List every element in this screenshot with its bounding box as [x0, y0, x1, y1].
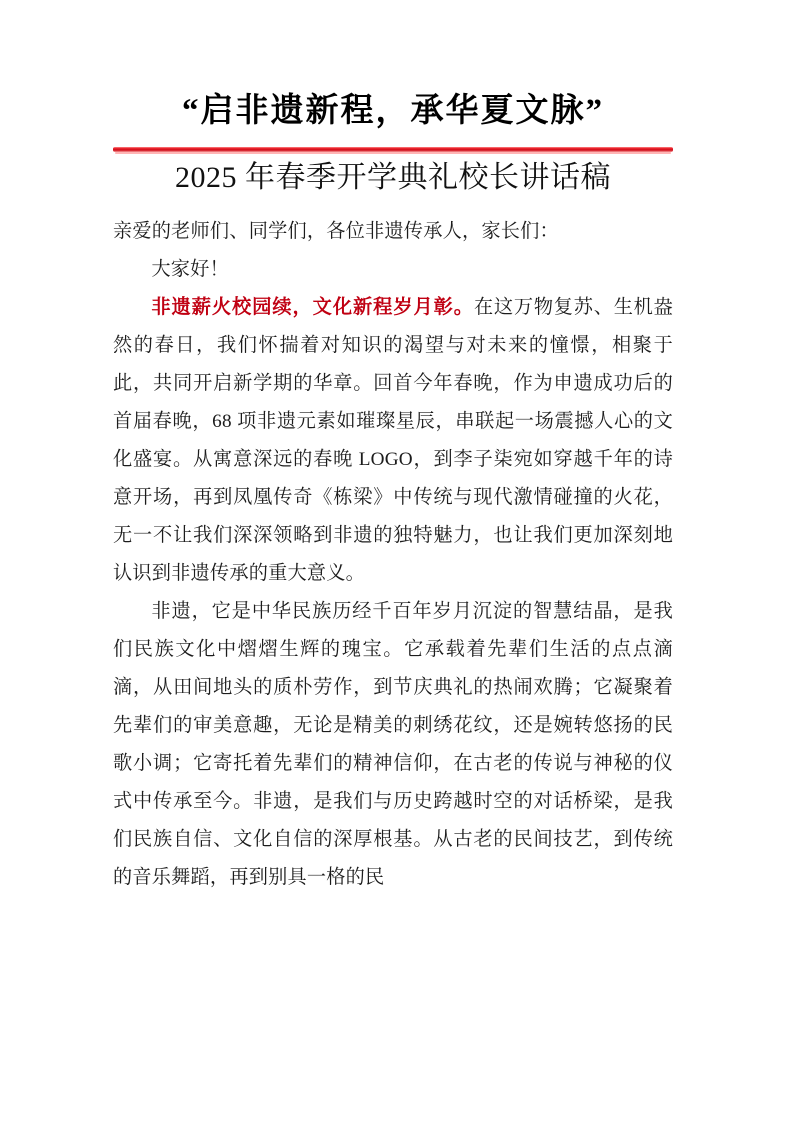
document-content — [113, 0, 673, 897]
title-divider — [113, 144, 673, 156]
salutation-line: 亲爱的老师们、同学们，各位非遗传承人，家长们： — [113, 221, 559, 242]
page-title: “启非遗新程，承华夏文脉” — [182, 93, 604, 129]
greeting-line: 大家好！ — [151, 259, 229, 280]
body-text — [113, 199, 673, 897]
red-rule-line — [113, 147, 673, 152]
paragraph-1-highlight: 非遗薪火校园续，文化新程岁月彰。 — [151, 297, 474, 318]
paragraph-1-body: 在这万物复苏、生机盎然的春日，我们怀揣着对知识的渴望与对未来的憧憬，相聚于此，共同开启新学期的华章。回首今年春晚，作为申遗成功后的首届春晚，68 项非遗元素如璀璨星辰，串联起一场震撼人心的文化盛宴。从寓意深远的春晚 LOGO，到李子柒宛如穿越千年的诗意开场，再到凤凰传奇《栋梁》中传统与现代激情碰撞的火花，无一不让我们深深领略到非遗的独特魅力，也让我们更加深刻地认识到非遗传承的重大意义。 — [113, 297, 674, 584]
page-subtitle: 2025 年春季开学典礼校长讲话稿 — [175, 161, 611, 194]
paragraph-1 — [113, 289, 673, 593]
paragraph-2: 非遗，它是中华民族历经千百年岁月沉淀的智慧结晶，是我们民族文化中熠熠生辉的瑰宝。它承载着先辈们生活的点点滴滴，从田间地头的质朴劳作，到节庆典礼的热闹欢腾；它凝聚着先辈们的审美意趣，无论是精美的刺绣花纹，还是婉转悠扬的民歌小调；它寄托着先辈们的精神信仰，在古老的传说与神秘的仪式中传承至今。非遗，是我们与历史跨越时空的对话桥梁，是我们民族自信、文化自信的深厚根基。从古老的民间技艺，到传统的音乐舞蹈，再到别具一格的民 — [113, 601, 673, 888]
